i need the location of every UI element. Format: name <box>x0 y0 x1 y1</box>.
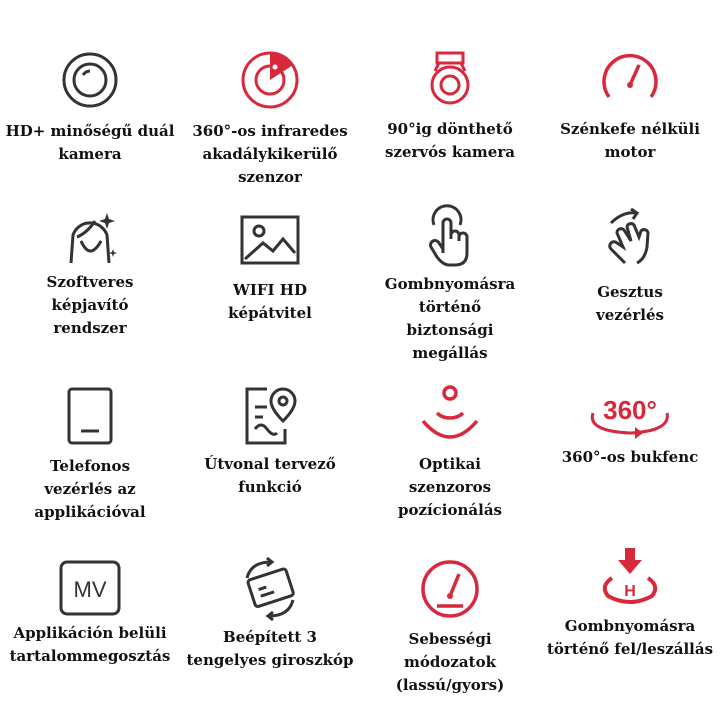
camera-lens-icon <box>57 47 123 113</box>
feature-cell <box>0 175 180 355</box>
flip-360-icon <box>585 383 675 449</box>
feature-label: 90°ig dönthető szervós kamera <box>385 120 515 161</box>
feature-label: 360°-os bukfenc <box>561 448 699 466</box>
feature-label: WIFI HD képátvitel <box>228 281 312 322</box>
speed-gauge-icon <box>597 47 663 113</box>
feature-cell <box>360 530 540 720</box>
feature-cell <box>540 355 720 530</box>
feature-label: Telefonos vezérlés az applikációval <box>34 457 146 521</box>
feature-label: Beépített 3 tengelyes giroszkóp <box>186 628 354 669</box>
face-beauty-icon <box>57 205 123 271</box>
feature-cell <box>360 175 540 362</box>
gesture-hand-icon <box>597 203 663 269</box>
feature-cell <box>540 530 720 720</box>
feature-label: Gesztus vezérlés <box>596 283 664 324</box>
feature-cell <box>540 0 720 175</box>
feature-cell <box>180 175 360 355</box>
feature-label: HD+ minőségű duál kamera <box>5 122 175 163</box>
feature-label: Szénkefe nélküli motor <box>560 120 700 161</box>
mv-icon <box>57 556 123 622</box>
feature-cell <box>180 530 360 720</box>
feature-label: Szoftveres képjavító rendszer <box>46 273 134 337</box>
feature-cell <box>0 530 180 720</box>
feature-label: Gombnyomásra történő biztonsági megállás <box>384 275 516 362</box>
gimbal-camera-icon <box>417 47 483 113</box>
feature-label: 360°-os infraredes akadálykikerülő szenzor <box>192 122 348 186</box>
mv-text: MV <box>73 577 107 602</box>
feature-cell <box>360 0 540 175</box>
takeoff-landing-icon <box>594 544 666 616</box>
feature-label: Applikáción belüli tartalommegosztás <box>9 624 171 665</box>
feature-label: Útvonal tervező funkció <box>204 455 336 496</box>
speed-modes-icon <box>417 556 483 622</box>
feature-label: Sebességi módozatok (lassú/gyors) <box>395 630 505 694</box>
feature-cell <box>180 0 360 186</box>
feature-cell <box>360 355 540 530</box>
hand-tap-icon <box>417 203 483 269</box>
badge-text: 360° <box>603 395 657 425</box>
feature-label: Gombnyomásra történő fel/leszállás <box>546 617 714 658</box>
feature-cell <box>180 355 360 530</box>
gyroscope-icon <box>237 556 303 622</box>
feature-cell <box>540 175 720 355</box>
feature-cell <box>0 0 180 175</box>
optical-sensor-icon <box>417 383 483 449</box>
feature-label: Optikai szenzoros pozícionálás <box>397 455 503 519</box>
radar-sensor-icon <box>237 47 303 113</box>
phone-icon <box>57 383 123 449</box>
feature-cell <box>0 355 180 530</box>
image-icon <box>237 207 303 273</box>
landing-text: H <box>624 583 636 600</box>
map-pin-icon <box>237 383 303 449</box>
